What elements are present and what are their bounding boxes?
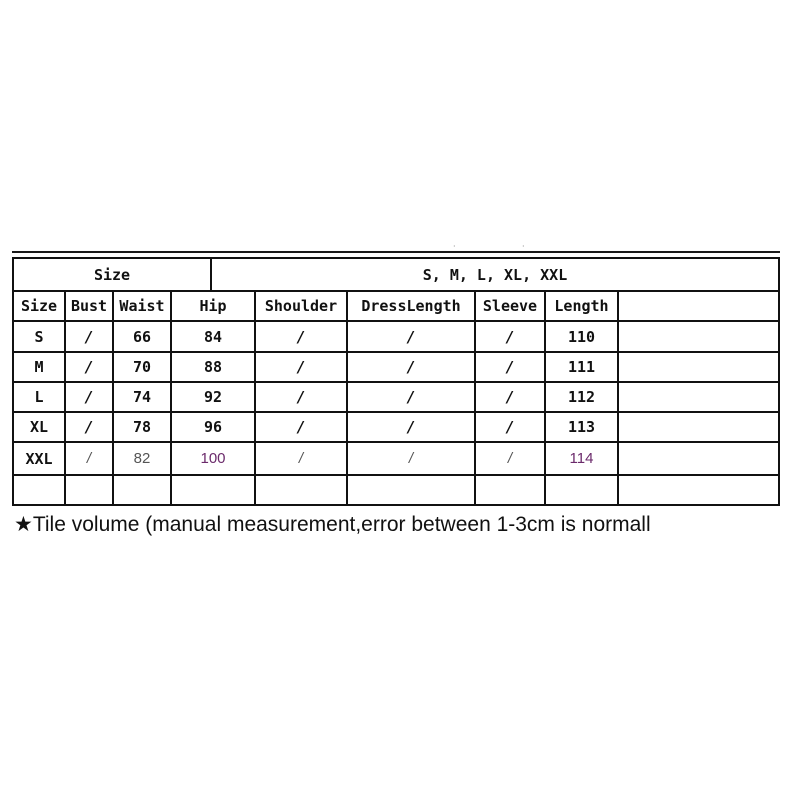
cell-hip: 100: [172, 443, 256, 474]
column-header-row: [12, 290, 780, 320]
header-size: Size: [14, 292, 66, 320]
cell-waist: 66: [114, 322, 172, 351]
cell-dresslength: /: [348, 353, 476, 381]
cell-empty: [619, 413, 778, 441]
header-length: Length: [546, 292, 619, 320]
cell-size: XXL: [14, 443, 66, 474]
cell-length: 113: [546, 413, 619, 441]
cell-shoulder: /: [256, 413, 348, 441]
cell-waist: 82: [114, 443, 172, 474]
cell-length: 112: [546, 383, 619, 411]
cell-hip: 96: [172, 413, 256, 441]
scan-speck: ·: [453, 242, 456, 251]
cell-empty: [619, 353, 778, 381]
cell-empty: [476, 476, 546, 504]
cell-hip: 84: [172, 322, 256, 351]
cell-sleeve: /: [476, 353, 546, 381]
cell-bust: /: [66, 413, 114, 441]
cell-bust: /: [66, 443, 114, 474]
cell-size: XL: [14, 413, 66, 441]
cell-bust: /: [66, 322, 114, 351]
size-range-values: S, M, L, XL, XXL: [422, 265, 568, 284]
header-bust: Bust: [66, 292, 114, 320]
header-waist: Waist: [114, 292, 172, 320]
cell-sleeve: /: [476, 443, 546, 474]
cell-empty: [348, 476, 476, 504]
table-row: [12, 320, 780, 351]
cell-waist: 74: [114, 383, 172, 411]
cell-empty: [619, 322, 778, 351]
cell-empty: [619, 383, 778, 411]
cell-bust: /: [66, 353, 114, 381]
cell-size: M: [14, 353, 66, 381]
cell-dresslength: /: [348, 383, 476, 411]
cell-shoulder: /: [256, 443, 348, 474]
measurement-note: ★Tile volume (manual measurement,error between 1-3cm is normall: [14, 513, 651, 536]
table-row: [12, 441, 780, 474]
cell-empty: [619, 476, 778, 504]
header-shoulder: Shoulder: [256, 292, 348, 320]
cell-waist: 70: [114, 353, 172, 381]
cell-dresslength: /: [348, 322, 476, 351]
table-row: [12, 351, 780, 381]
cell-sleeve: /: [476, 383, 546, 411]
cell-bust: /: [66, 383, 114, 411]
table-row: [12, 411, 780, 441]
table-row: [12, 381, 780, 411]
cell-shoulder: /: [256, 353, 348, 381]
cell-dresslength: /: [348, 413, 476, 441]
cell-length: 111: [546, 353, 619, 381]
cell-empty: [256, 476, 348, 504]
table-top-border: [12, 251, 780, 253]
cell-empty: [172, 476, 256, 504]
cell-empty: [66, 476, 114, 504]
size-range-row: [12, 257, 780, 290]
header-sleeve: Sleeve: [476, 292, 546, 320]
cell-empty: [619, 443, 778, 474]
cell-hip: 92: [172, 383, 256, 411]
header-dresslength: DressLength: [348, 292, 476, 320]
cell-empty: [114, 476, 172, 504]
cell-size: L: [14, 383, 66, 411]
cell-shoulder: /: [256, 322, 348, 351]
cell-length: 114: [546, 443, 619, 474]
cell-empty: [546, 476, 619, 504]
cell-length: 110: [546, 322, 619, 351]
header-hip: Hip: [172, 292, 256, 320]
cell-shoulder: /: [256, 383, 348, 411]
cell-waist: 78: [114, 413, 172, 441]
scan-speck: ·: [522, 242, 525, 251]
header-empty: [619, 292, 778, 320]
table-row-empty: [12, 474, 780, 506]
cell-sleeve: /: [476, 413, 546, 441]
cell-empty: [14, 476, 66, 504]
cell-size: S: [14, 322, 66, 351]
cell-hip: 88: [172, 353, 256, 381]
size-range-label: Size: [14, 259, 212, 290]
cell-sleeve: /: [476, 322, 546, 351]
cell-dresslength: /: [348, 443, 476, 474]
